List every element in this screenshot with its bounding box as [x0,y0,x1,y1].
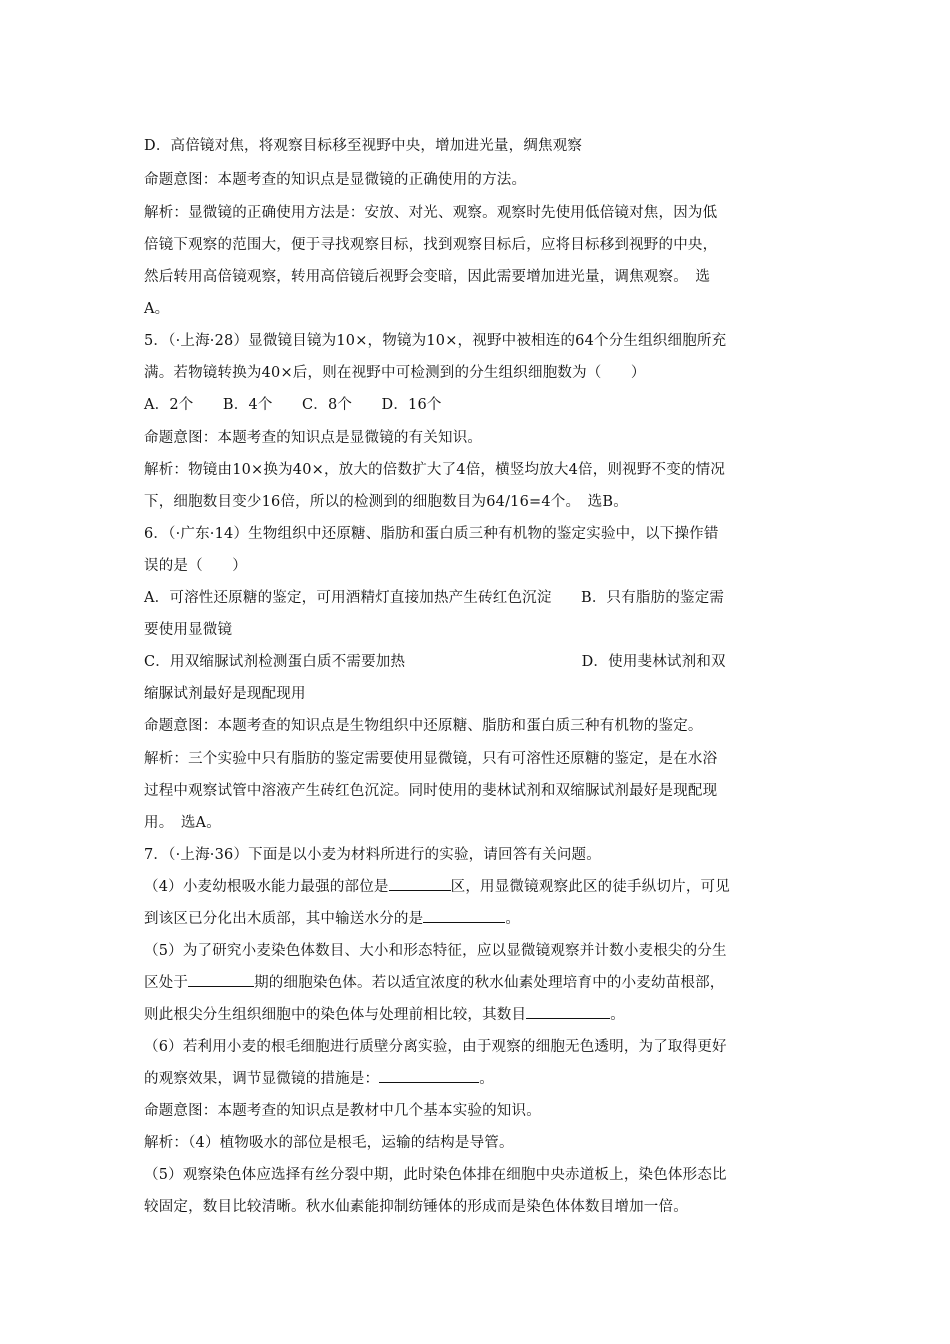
question-7-part-5 [144,1004,625,1026]
question-6-option: C．用双缩脲试剂检测蛋白质不需要加热 D．使用斐林试剂和双 [144,654,726,670]
option-d-text: D．高倍镜对焦，将观察目标移至视野中央，增加进光量，绸焦观察 [144,138,583,154]
answer-blank [188,972,254,987]
text-span: 的观察效果，调节显微镜的措施是： [144,1071,380,1087]
analysis-text: 解析：三个实验中只有脂肪的鉴定需要使用显微镜，只有可溶性还原糖的鉴定，是在水浴 [144,751,718,767]
question-6-option: 缩脲试剂最好是现配现用 [144,686,306,702]
question-7-text: 7．（·上海·36）下面是以小麦为材料所进行的实验，请回答有关问题。 [144,847,601,863]
text-span: 。 [479,1071,494,1087]
question-7-part-5: （5）为了研究小麦染色体数目、大小和形态特征，应以显微镜观察并计数小麦根尖的分生 [144,943,727,959]
answer-blank [526,1004,610,1019]
analysis-text: （5）观察染色体应选择有丝分裂中期，此时染色体排在细胞中央赤道板上，染色体形态比 [144,1167,727,1183]
question-7-part-4 [144,908,520,930]
question-6-option: 要使用显微镜 [144,622,233,638]
question-5-text: 满。若物镜转换为40×后，则在视野中可检测到的分生组织细胞数为（ ） [144,365,646,381]
analysis-text: 较固定，数目比较清晰。秋水仙素能抑制纺锤体的形成而是染色体体数目增加一倍。 [144,1199,688,1215]
intent-text: 命题意图：本题考查的知识点是教材中几个基本实验的知识。 [144,1103,541,1119]
analysis-text: 解析：显微镜的正确使用方法是：安放、对光、观察。观察时先使用低倍镜对焦，因为低 [144,205,718,221]
intent-text: 命题意图：本题考查的知识点是显微镜的有关知识。 [144,430,483,446]
question-6-text: 误的是（ ） [144,558,247,574]
answer-blank [423,908,505,923]
text-span: 到该区已分化出木质部，其中输送水分的是 [144,911,424,927]
analysis-text: A。 [144,301,170,317]
question-5-options: A．2个 B．4个 C．8个 D．16个 [144,397,442,413]
question-7-part-6 [144,1068,494,1090]
text-span: 则此根尖分生组织细胞中的染色体与处理前相比较，其数目 [144,1007,527,1023]
answer-blank [389,876,451,891]
text-span: 期的细胞染色体。若以适宜浓度的秋水仙素处理培育中的小麦幼苗根部， [254,975,725,991]
intent-text: 命题意图：本题考查的知识点是生物组织中还原糖、脂肪和蛋白质三种有机物的鉴定。 [144,718,703,734]
intent-text: 命题意图：本题考查的知识点是显微镜的正确使用的方法。 [144,172,527,188]
text-span: （4）小麦幼根吸水能力最强的部位是 [144,879,389,895]
analysis-text: 解析：（4）植物吸水的部位是根毛，运输的结构是导管。 [144,1135,514,1151]
text-span: 区，用显微镜观察此区的徒手纵切片，可见 [450,879,730,895]
analysis-text: 过程中观察试管中溶液产生砖红色沉淀。同时使用的斐林试剂和双缩脲试剂最好是现配现 [144,783,718,799]
analysis-text: 下，细胞数目变少16倍，所以的检测到的细胞数目为64/16=4个。 选B。 [144,494,628,510]
question-7-part-4 [144,876,730,898]
analysis-text: 倍镜下观察的范围大，便于寻找观察目标，找到观察目标后，应将目标移到视野的中央， [144,237,718,253]
question-6-option: A．可溶性还原糖的鉴定，可用酒精灯直接加热产生砖红色沉淀 B．只有脂肪的鉴定需 [144,590,725,606]
question-6-text: 6．（·广东·14）生物组织中还原糖、脂肪和蛋白质三种有机物的鉴定实验中，以下操作错 [144,526,719,542]
analysis-text: 然后转用高倍镜观察，转用高倍镜后视野会变暗，因此需要增加进光量，调焦观察。 选 [144,269,711,285]
analysis-text: 解析：物镜由10×换为40×，放大的倍数扩大了4倍，横竖均放大4倍，则视野不变的情况 [144,462,726,478]
text-span: 。 [610,1007,625,1023]
text-span: 。 [505,911,521,927]
analysis-text: 用。 选A。 [144,815,221,831]
question-7-part-6: （6）若利用小麦的根毛细胞进行质壁分离实验，由于观察的细胞无色透明，为了取得更好 [144,1039,727,1055]
question-5-text: 5．（·上海·28）显微镜目镜为10×，物镜为10×，视野中被相连的64个分生组织细胞所充 [144,333,727,349]
text-span: 区处于 [144,975,189,991]
question-7-part-5 [144,972,725,994]
answer-blank [379,1068,479,1083]
